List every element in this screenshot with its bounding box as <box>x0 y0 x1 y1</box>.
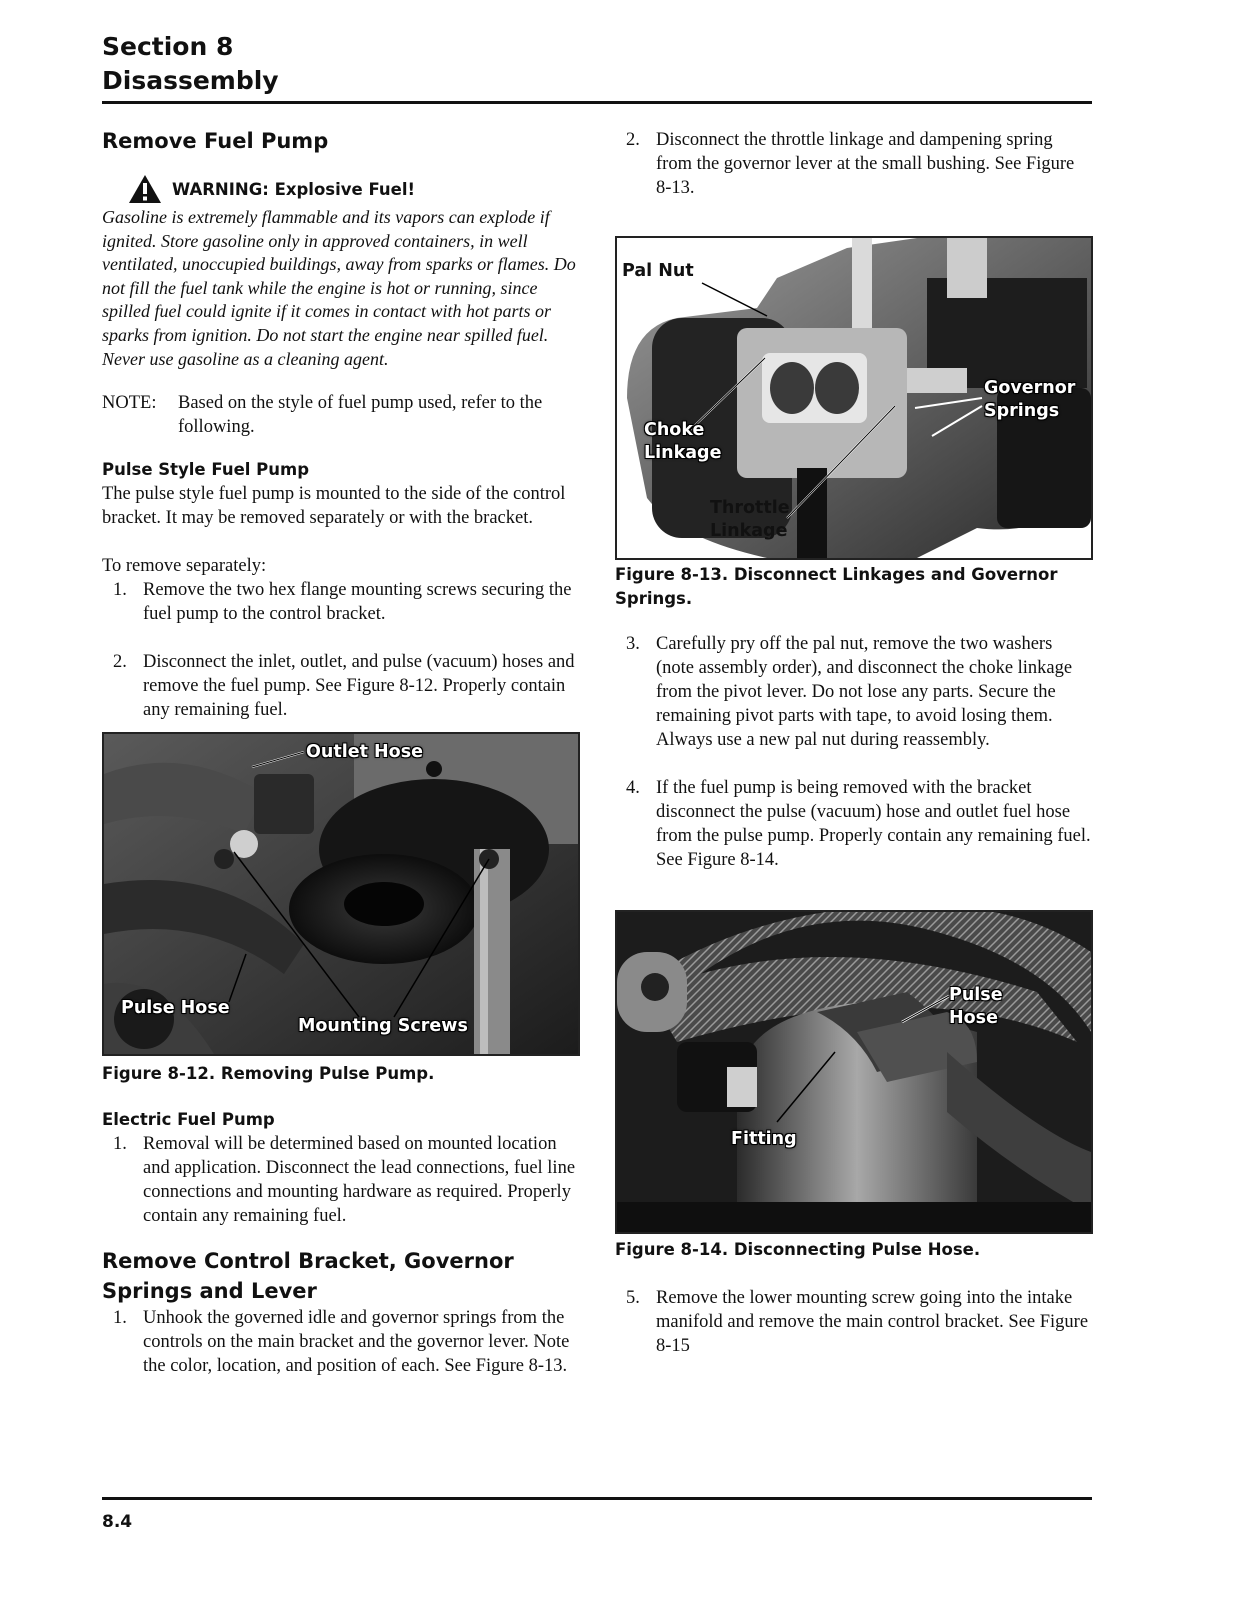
step-text: Remove the lower mounting screw going into the intake manifold and remove the main control bracket. See Figure 8-15 <box>656 1288 1089 1356</box>
pal-nut-label: Pal Nut <box>622 261 694 281</box>
warning-header <box>128 172 580 206</box>
control-bracket-steps-cont <box>615 128 1093 200</box>
list-item <box>102 650 580 722</box>
step-number: 2. <box>626 130 640 150</box>
linkage-steps <box>615 632 1093 872</box>
list-item <box>102 578 580 626</box>
step-number: 1. <box>113 1308 127 1329</box>
section-title: Disassembly <box>102 66 279 95</box>
outlet-hose-label: Outlet Hose <box>306 742 423 763</box>
step-number: 4. <box>626 778 640 798</box>
pulse-hose-label: Pulse Hose <box>121 998 230 1019</box>
step-text: Unhook the governed idle and governor springs from the controls on the main bracket and the governor lever. Note the color, location, and position of each. See Figure 8-13. <box>143 1308 570 1377</box>
pulse-hose-image <box>617 912 1091 1232</box>
control-bracket-heading <box>102 1246 580 1306</box>
list-item <box>615 128 1093 200</box>
list-item <box>615 776 1093 872</box>
list-item <box>615 632 1093 752</box>
to-remove-text: To remove separately: <box>102 556 267 577</box>
left-column <box>102 126 580 1378</box>
fitting-label: Fitting <box>731 1129 797 1149</box>
governor-springs-label: Governor Springs <box>984 378 1076 421</box>
figure-8-12-photo <box>102 732 580 1056</box>
step-number: 5. <box>626 1288 640 1308</box>
pulse-hose-label: Pulse Hose <box>949 985 1003 1028</box>
footer-divider <box>102 1497 1092 1500</box>
warning-triangle-icon <box>128 174 162 204</box>
throttle-linkage-label: Throttle Linkage <box>710 498 790 541</box>
note <box>102 391 580 439</box>
section-header <box>102 30 1092 98</box>
figure-8-14-caption: Figure 8-14. Disconnecting Pulse Hose. <box>615 1240 981 1259</box>
step-text: Disconnect the inlet, outlet, and pulse (vacuum) hoses and remove the fuel pump. See Figure 8-12. Properly contain any remaining fuel. <box>143 652 575 721</box>
step-number: 2. <box>113 652 127 673</box>
remove-fuel-pump-heading: Remove Fuel Pump <box>102 129 329 153</box>
choke-linkage-label: Choke Linkage <box>644 420 722 463</box>
electric-pump-heading: Electric Fuel Pump <box>102 1110 275 1130</box>
figure-8-14-photo <box>615 910 1093 1234</box>
step-text: If the fuel pump is being removed with the bracket disconnect the pulse (vacuum) hose and outlet fuel hose from the pulse pump. Properly contain any remaining fuel. See Figure 8-14. <box>656 778 1091 870</box>
list-item <box>102 1306 580 1378</box>
figure-8-13-photo <box>615 236 1093 560</box>
pulse-pump-heading: Pulse Style Fuel Pump <box>102 460 309 480</box>
control-bracket-steps <box>102 1306 580 1378</box>
right-column <box>615 128 1093 1358</box>
step-number: 3. <box>626 634 640 654</box>
control-bracket-heading-line1: Remove Control Bracket, Governor <box>102 1249 514 1274</box>
step-text: Removal will be determined based on mounted location and application. Disconnect the lead connections, fuel line connections and mounting hardware as required. Properly contain any remaining fuel. <box>143 1134 576 1227</box>
warning-title: WARNING: Explosive Fuel! <box>172 179 416 199</box>
step-text: Disconnect the throttle linkage and dampening spring from the governor lever at the small bushing. See Figure 8-13. <box>656 130 1075 198</box>
figure-8-12-caption: Figure 8-12. Removing Pulse Pump. <box>102 1064 435 1084</box>
electric-pump-steps <box>102 1132 580 1228</box>
pulse-pump-intro: The pulse style fuel pump is mounted to the side of the control bracket. It may be removed separately or with the bracket. <box>102 484 566 529</box>
note-label: NOTE: <box>102 393 157 414</box>
pulse-pump-steps <box>102 578 580 722</box>
list-item <box>615 1286 1093 1358</box>
section-number: Section 8 <box>102 32 234 61</box>
step-text: Remove the two hex flange mounting screws securing the fuel pump to the control bracket. <box>143 580 572 625</box>
step-number: 1. <box>113 1134 127 1155</box>
note-text: Based on the style of fuel pump used, refer to the following. <box>178 393 543 438</box>
step-text: Carefully pry off the pal nut, remove the two washers (note assembly order), and disconnect the choke linkage from the pivot lever. Do not lose any parts. Secure the remaining pivot parts with tape, to avoid losing them. Always use a new pal nut during reassembly. <box>656 634 1073 750</box>
step-number: 1. <box>113 580 127 601</box>
list-item <box>102 1132 580 1228</box>
bracket-removal-steps <box>615 1286 1093 1358</box>
mounting-screws-label: Mounting Screws <box>298 1016 468 1037</box>
control-bracket-heading-line2: Springs and Lever <box>102 1279 317 1304</box>
page-number: 8.4 <box>102 1512 133 1532</box>
warning-body: Gasoline is extremely flammable and its vapors can explode if ignited. Store gasoline only in approved containers, in well ventilated, unoccupied buildings, away from sparks or flames. Do not fill the fuel tank while the engine is hot or running, since spilled fuel could ignite if it comes in contact with hot parts or sparks from ignition. Do not start the engine near spilled fuel. Never use gasoline as a cleaning agent. <box>102 207 576 369</box>
header-divider <box>102 101 1092 104</box>
figure-8-13-caption: Figure 8-13. Disconnect Linkages and Governor Springs. <box>615 565 1058 608</box>
